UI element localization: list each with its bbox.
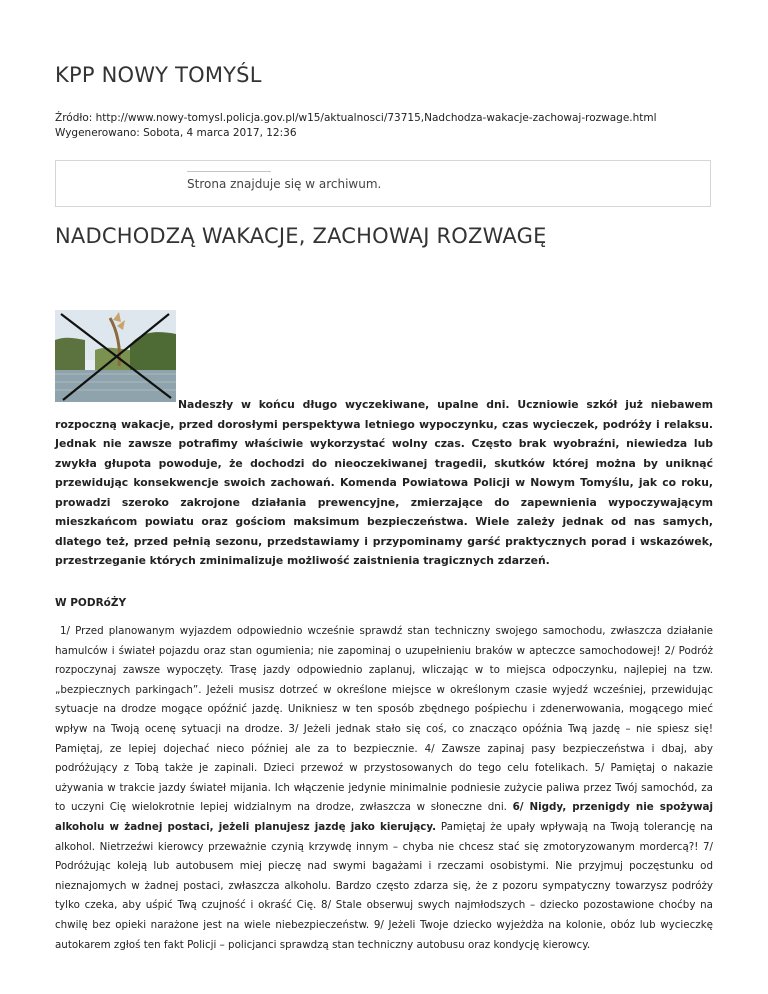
intro-paragraph [55,395,713,571]
body-text-part1: 1/ Przed planowanym wyjazdem odpowiednio wcześnie sprawdź stan techniczny swojego samochodu, zwłaszcza działanie hamulców i świateł pojazdu oraz stan ogumienia; nie zapominaj o uzupełnieniu braków w apteczce samochodowej! 2/ Podróż rozpoczynaj zawsze wypoczęty. Trasę jazdy odpowiednio zaplanuj, wliczając w to miejsca odpoczynku, najlepiej na tzw. „bezpiecznych parkingach”. Jeżeli musisz dotrzeć w określone miejsce w określonym czasie wyjedź wcześniej, przewidując sytuacje na drodze mogące opóźnić jazdę. Unikniesz w ten sposób zbędnego pośpiechu i zdenerwowania, mogącego mieć wpływ na Twoją ocenę sytuacji na drodze. 3/ Jeżeli jednak stało się coś, co znacząco opóźnia Twą jazdę – nie spiesz się! Pamiętaj, ze lepiej dojechać nieco później ale za to bezpiecznie. 4/ Zawsze zapinaj pasy bezpieczeństwa i dbaj, aby podróżujący z Tobą także je zapinali. Dzieci przewoź w przystosowanych do tego celu fotelikach. 5/ Pamiętaj o nakazie używania w trakcie jazdy świateł mijania. Ich włączenie jedynie minimalnie podniesie zużycie paliwa przez Twój samochód, za to uczyni Cię wielokrotnie lepiej widzialnym na drodze, zwłaszcza w słoneczne dni. [55,625,713,814]
archive-notice: Strona znajduje się w archiwum. [187,177,382,191]
archive-notice-box [55,160,711,207]
article-intro [55,395,713,571]
source-meta [55,111,735,141]
section-heading: W PODRóŻY [55,597,127,609]
body-paragraph [55,622,713,955]
body-text-part2: Pamiętaj że upały wpływają na Twoją tolerancję na alkohol. Nietrzeźwi kierowcy przeważnie czynią krzywdę innym – chyba nie chcesz stać się zmotoryzowanym mordercą?! 7/ Podróżując koleją lub autobusem miej pieczę nad swymi bagażami i rzeczami osobistymi. Nie przyjmuj poczęstunku od nieznajomych w żadnej postaci, zwłaszcza alkoholu. Bardzo często zdarza się, że z pozoru sympatyczny towarzysz podróży tylko czeka, aby uśpić Twą czujność i okraść Cię. 8/ Stale obserwuj swych najmłodszych – dziecko pozostawione choćby na chwilę bez opieki narażone jest na wiele niebezpieczeństw. 9/ Jeżeli Twoje dziecko wyjeżdża na kolonie, obóz lub wycieczkę autokarem zgłoś ten fakt Policji – policjanci sprawdzą stan techniczny autobusu oraz kondycję kierowcy. [55,820,713,951]
intro-text: Nadeszły w końcu długo wyczekiwane, upalne dni. Uczniowie szkół już niebawem rozpoczną wakacje, przed dorosłymi perspektywa letniego wypoczynku, czas wycieczek, podróży i relaksu. Jednak nie zawsze potrafimy właściwie wykorzystać wolny czas. Często brak wyobraźni, niewiedza lub zwykła głupota powoduje, że dochodzi do nieoczekiwanej tragedii, skutków której można by uniknąć przewidując konsekwencje swoich zachowań. Komenda Powiatowa Policji w Nowym Tomyślu, jak co roku, prowadzi szeroko zakrojone działania prewencyjne, zmierzające do zapewnienia wypoczywającym mieszkańcom powiatu oraz gościom maksimum bezpieczeństwa. Wiele zależy jednak od nas samych, dlatego też, przed pełnią sezonu, przedstawiamy i przypominamy garść praktycznych porad i wskazówek, przestrzeganie których zminimalizuje możliwość zaistnienia tragicznych zdarzeń. [55,398,713,567]
article-body [55,622,713,955]
body-warning-bold: 6/ Nigdy, przenigdy nie spożywaj alkoholu w żadnej postaci, jeżeli planujesz jazdę jako kierujący. [55,801,713,833]
article-title: NADCHODZĄ WAKACJE, ZACHOWAJ ROZWAGĘ [55,224,547,248]
article-thumbnail [55,310,176,402]
source-url: Źródło: http://www.nowy-tomysl.policja.gov.pl/w15/aktualnosci/73715,Nadchodza-wakacje-zachowaj-rozwage.html [55,112,657,124]
archive-divider [187,171,271,172]
site-title: KPP NOWY TOMYŚL [55,63,262,87]
thumb-trees-left [55,338,85,370]
generated-date: Wygenerowano: Sobota, 4 marca 2017, 12:36 [55,127,297,139]
